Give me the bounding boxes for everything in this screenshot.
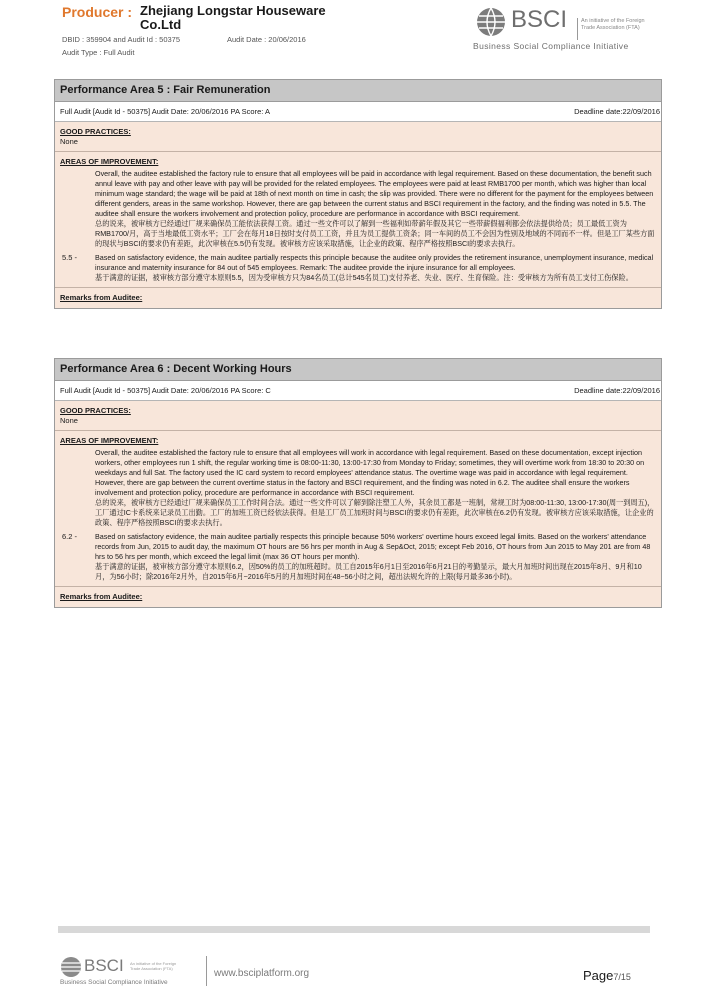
item-text-cn: 基于满意的证据，被审核方部分遵守本原则6.2，因50%的员工的加班超时。员工自2015年6月1日至2016年6月21日的考勤显示，最大月加班时间出现在2015年8月、9月和10月，为56小时；除2016年2月外，自2015年6月~2016年5月的月加班时间在48~56小时之间，超出法规允许的上限(每月最多36小时)。 <box>95 562 642 581</box>
bsci-logo-full: Business Social Compliance Initiative <box>473 41 629 51</box>
item-number: 5.5 - <box>62 253 78 262</box>
remarks-from-auditee: Remarks from Auditee: <box>60 592 143 601</box>
page-number <box>583 968 631 983</box>
audit-info-row <box>55 102 661 122</box>
audit-type-text: Audit Type : Full Audit <box>62 48 135 57</box>
audit-info-row <box>55 381 661 401</box>
improvement-item <box>60 448 656 528</box>
good-practices-value: None <box>60 137 78 146</box>
footer-vertical-divider <box>206 956 207 986</box>
performance-area-5 <box>54 79 662 309</box>
bsci-logo-tagline-1: An initiative of the Foreign <box>581 18 645 24</box>
footer-url-link[interactable]: www.bsciplatform.org <box>214 968 310 979</box>
good-practices-block <box>55 401 661 431</box>
item-text-en: Overall, the auditee established the factory rule to ensure that all employees will be paid in accordance with legal requirement. Based on these documentation, the benefit such annul leave with pay and other leave with pay will be provided for the related employees. The employees were paid at least RMB1700 per month, which was higher than local minimum wage standard; the wage will be paid at 18th of next month on time in cash; the slip was provided. There were no different for the payment for the employees between different genders, areas in the same workshop. However, there are gap between the current status and BSCI requirement in the factory, and the finding was noted in 5.5. The auditee shall ensure the workers involvement and protection policy, procedure are performance in accordance with BSCI requirement. <box>95 169 654 218</box>
dbid-text: DBID : 359904 and Audit Id : 50375 <box>62 35 181 44</box>
improvement-block <box>55 152 661 288</box>
item-number: 6.2 - <box>62 532 78 541</box>
remarks-from-auditee: Remarks from Auditee: <box>60 293 143 302</box>
deadline: Deadline date:22/09/2016 <box>574 107 660 116</box>
footer-logo-tagline-1: An initiative of the Foreign <box>130 961 177 966</box>
improvement-item <box>60 253 656 283</box>
item-number <box>60 169 95 249</box>
footer-logo-tagline-2: Trade Association (FTA) <box>130 966 173 971</box>
item-text-en: Based on satisfactory evidence, the main auditee partially respects this principle because the auditee only provides the retirement insurance, unemployment insurance, medical insurance and maternity insurance for 84 out of 545 employees. Remark: The auditee provide the injure insurance for all employees. <box>95 253 654 272</box>
bsci-logo-name: BSCI <box>511 6 568 33</box>
good-practices-heading: GOOD PRACTICES: <box>60 127 131 136</box>
audit-line: Full Audit [Audit Id - 50375] Audit Date: 20/06/2016 PA Score: C <box>60 386 271 395</box>
deadline: Deadline date:22/09/2016 <box>574 386 660 395</box>
improvement-heading: AREAS OF IMPROVEMENT: <box>60 157 159 166</box>
producer-label: Producer : <box>62 4 133 20</box>
footer-logo-name: BSCI <box>84 956 124 975</box>
item-text-cn: 总的说来，被审核方已经通过厂规来确保员工工作时间合法。通过一些文件可以了解到除注塑工人外，其余员工都是一班制，常规工时为08:00-11:30, 13:00-17:30(周一到周五)，工厂通过IC卡系统来记录员工出勤。工厂的加班工资已经依法获得。但是工厂员工加班时间与BSCI的要求仍有差距，此次审核在6.2仍有发现。被审核方应该采取措施，让企业的政策、程序严格按照BSCI的要求去执行。 <box>95 498 655 527</box>
improvement-item <box>60 169 656 249</box>
item-text-en: Based on satisfactory evidence, the main auditee partially respects this principle because 50% workers' overtime hours exceed legal limits. Based on the workers' attendance records from Jun, 2015 to audit day, the maximum OT hours are 56 hrs per month in Aug & Sep&Oct, 2015; except Feb 2016, OT hours from Jun 2015 to May 201 are from 48 hrs to 56 hrs per month, which exceed the legal limit (max 36 OT hours per month). <box>95 532 651 561</box>
good-practices-block <box>55 122 661 152</box>
footer-logo-full: Business Social Compliance Initiative <box>60 979 168 986</box>
item-text-cn: 基于满意的证据，被审核方部分遵守本原则5.5，因为受审核方只为84名员工(总计545名员工)支付养老、失业、医疗、生育保险。注：受审核方为所有员工支付工伤保险。 <box>95 273 633 282</box>
page-value: 7/15 <box>613 972 631 982</box>
improvement-heading: AREAS OF IMPROVEMENT: <box>60 436 159 445</box>
good-practices-value: None <box>60 416 78 425</box>
good-practices-heading: GOOD PRACTICES: <box>60 406 131 415</box>
improvement-item <box>60 532 656 582</box>
performance-area-6 <box>54 358 662 608</box>
footer-bsci-logo <box>60 956 190 988</box>
item-text-en: Overall, the auditee established the factory rule to ensure that all employees will work in accordance with legal requirement. Based on these documentation, except injection workers, other employees run 1 shift, the regular working time is 08:00-11:30, 13:00-17:30 from Monday to Friday; sometimes, they will overtime work from 18:30 to 20:30 on weekdays and full Sat. The factory used the IC card system to record employees' attendance status. The overtime wage was paid in accordance with legal requirement. However, there are gap between the current overtime status in the factory and BSCI requirement, and the finding was noted in 6.2. The auditee shall ensure the workers involvement and protection policy, procedure are performance in accordance with BSCI requirement. <box>95 448 645 497</box>
page-label: Page <box>583 968 614 983</box>
item-number <box>60 448 95 528</box>
section-title: Performance Area 6 : Decent Working Hours <box>55 359 661 381</box>
footer-divider-bar <box>58 926 650 933</box>
bsci-logo <box>473 6 663 54</box>
producer-name: Zhejiang Longstar Houseware Co.Ltd <box>140 3 326 32</box>
item-text-cn: 总的说来，被审核方已经通过厂规来确保员工能依法获得工资。通过一些文件可以了解到一些福利如带薪年假及其它一些带薪假福利都会依法提供给员；员工最低工资为RMB1700/月，高于当地最低工资水平；工厂会在每月18日按时支付员工工资，并且为员工提供工资条；同一车间的员工不会因为性别及地域的不同而不一样。但是工厂某些方面的现状与BSCI的要求仍有差距，此次审核在5.5仍有发现。被审核方应该采取措施，让企业的政策、程序严格按照BSCI的要求去执行。 <box>95 219 655 248</box>
section-title: Performance Area 5 : Fair Remuneration <box>55 80 661 102</box>
audit-line: Full Audit [Audit Id - 50375] Audit Date: 20/06/2016 PA Score: A <box>60 107 270 116</box>
bsci-logo-tagline-2: Trade Association (FTA) <box>581 25 640 31</box>
improvement-block <box>55 431 661 587</box>
audit-date-text: Audit Date : 20/06/2016 <box>227 35 306 44</box>
